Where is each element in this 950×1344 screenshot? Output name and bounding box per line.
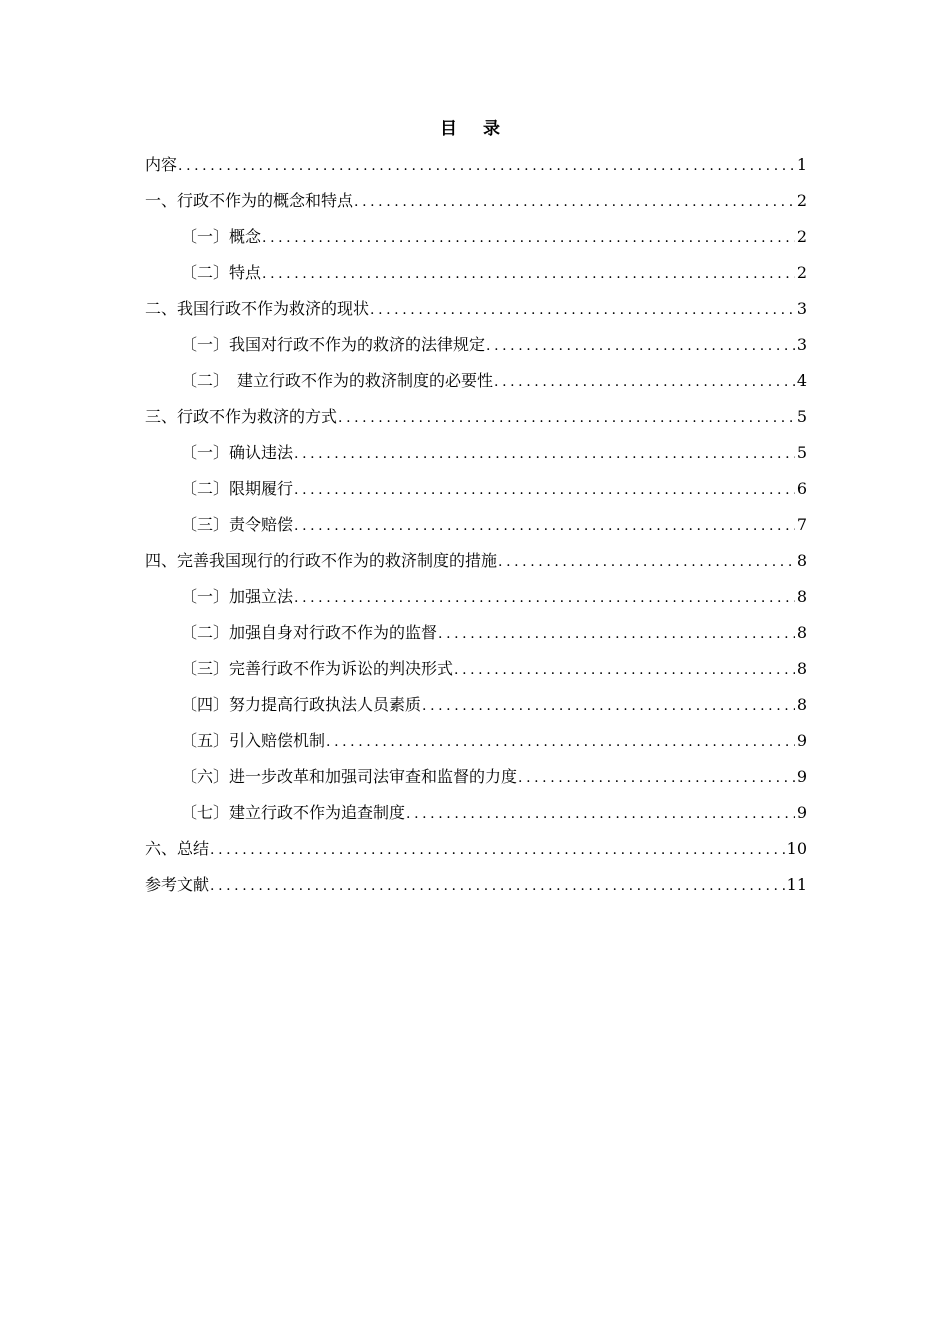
toc-entry-page: 9 (796, 767, 807, 786)
toc-dot-leader (294, 475, 795, 505)
toc-entry-contents[interactable] (145, 150, 807, 186)
toc-entry-page: 8 (796, 551, 807, 570)
toc-dot-leader (326, 727, 795, 757)
toc-dot-leader (294, 439, 795, 469)
toc-dot-leader (406, 799, 795, 829)
toc-title: 目 录 (440, 119, 510, 139)
toc-entry-page: 4 (796, 371, 807, 390)
toc-dot-leader (454, 655, 795, 685)
toc-entry-section-4-5[interactable] (145, 726, 807, 762)
toc-entry-page: 9 (796, 803, 807, 822)
toc-dot-leader (262, 223, 795, 253)
toc-entry-label: 〔一〕确认违法 (181, 443, 294, 462)
toc-entry-section-1-2[interactable] (145, 258, 807, 294)
toc-dot-leader (262, 259, 795, 289)
toc-entry-label: 〔二〕限期履行 (181, 479, 294, 498)
toc-entry-page: 5 (796, 443, 807, 462)
toc-dot-leader (178, 151, 795, 181)
toc-entry-label: 〔一〕概念 (181, 227, 262, 246)
toc-dot-leader (422, 691, 795, 721)
toc-entry-label: 三、行政不作为救济的方式 (145, 407, 338, 426)
toc-entry-page: 2 (796, 227, 807, 246)
toc-entry-page: 10 (786, 839, 807, 858)
toc-entry-label: 〔二〕加强自身对行政不作为的监督 (181, 623, 438, 642)
toc-entry-references[interactable] (145, 870, 807, 906)
toc-dot-leader (338, 403, 795, 433)
toc-entry-label: 〔一〕加强立法 (181, 587, 294, 606)
toc-entry-page: 8 (796, 659, 807, 678)
toc-entry-page: 7 (796, 515, 807, 534)
toc-dot-leader (518, 763, 795, 793)
toc-dot-leader (494, 367, 795, 397)
toc-entry-label: 〔四〕努力提高行政执法人员素质 (181, 695, 422, 714)
toc-entry-section-4-6[interactable] (145, 762, 807, 798)
table-of-contents (145, 150, 807, 906)
toc-entry-label: 内容 (145, 155, 178, 174)
toc-entry-page: 2 (796, 191, 807, 210)
toc-entry-label: 四、完善我国现行的行政不作为的救济制度的措施 (145, 551, 498, 570)
toc-dot-leader (210, 835, 785, 865)
toc-entry-section-1[interactable] (145, 186, 807, 222)
toc-entry-label: 〔七〕建立行政不作为追查制度 (181, 803, 406, 822)
toc-entry-label: 〔三〕完善行政不作为诉讼的判决形式 (181, 659, 454, 678)
toc-entry-label: 二、我国行政不作为救济的现状 (145, 299, 370, 318)
toc-entry-page: 6 (796, 479, 807, 498)
toc-entry-section-4-4[interactable] (145, 690, 807, 726)
toc-entry-page: 2 (796, 263, 807, 282)
toc-dot-leader (294, 511, 795, 541)
toc-entry-section-3-3[interactable] (145, 510, 807, 546)
toc-entry-label: 〔一〕我国对行政不作为的救济的法律规定 (181, 335, 486, 354)
toc-dot-leader (498, 547, 795, 577)
toc-entry-section-4-3[interactable] (145, 654, 807, 690)
toc-entry-page: 11 (786, 875, 807, 894)
toc-entry-section-4[interactable] (145, 546, 807, 582)
toc-entry-section-6[interactable] (145, 834, 807, 870)
toc-entry-section-2-2[interactable] (145, 366, 807, 402)
toc-entry-section-3[interactable] (145, 402, 807, 438)
toc-entry-page: 8 (796, 623, 807, 642)
toc-dot-leader (486, 331, 795, 361)
toc-entry-section-1-1[interactable] (145, 222, 807, 258)
toc-entry-page: 3 (796, 335, 807, 354)
toc-entry-label: 一、行政不作为的概念和特点 (145, 191, 354, 210)
toc-entry-label: 参考文献 (145, 875, 210, 894)
toc-entry-page: 5 (796, 407, 807, 426)
toc-entry-label: 〔二〕 建立行政不作为的救济制度的必要性 (181, 371, 494, 390)
toc-entry-page: 9 (796, 731, 807, 750)
toc-entry-section-4-2[interactable] (145, 618, 807, 654)
toc-entry-section-2-1[interactable] (145, 330, 807, 366)
toc-dot-leader (210, 871, 785, 901)
toc-entry-label: 〔六〕进一步改革和加强司法审查和监督的力度 (181, 767, 518, 786)
toc-entry-section-2[interactable] (145, 294, 807, 330)
toc-entry-page: 1 (796, 155, 807, 174)
toc-dot-leader (294, 583, 795, 613)
toc-entry-page: 8 (796, 695, 807, 714)
toc-dot-leader (438, 619, 795, 649)
toc-entry-page: 3 (796, 299, 807, 318)
toc-entry-label: 〔五〕引入赔偿机制 (181, 731, 326, 750)
toc-entry-section-4-1[interactable] (145, 582, 807, 618)
toc-dot-leader (370, 295, 795, 325)
toc-dot-leader (354, 187, 795, 217)
toc-entry-section-3-2[interactable] (145, 474, 807, 510)
toc-entry-section-4-7[interactable] (145, 798, 807, 834)
toc-entry-section-3-1[interactable] (145, 438, 807, 474)
toc-entry-page: 8 (796, 587, 807, 606)
toc-entry-label: 六、总结 (145, 839, 210, 858)
toc-entry-label: 〔二〕特点 (181, 263, 262, 282)
toc-entry-label: 〔三〕责令赔偿 (181, 515, 294, 534)
